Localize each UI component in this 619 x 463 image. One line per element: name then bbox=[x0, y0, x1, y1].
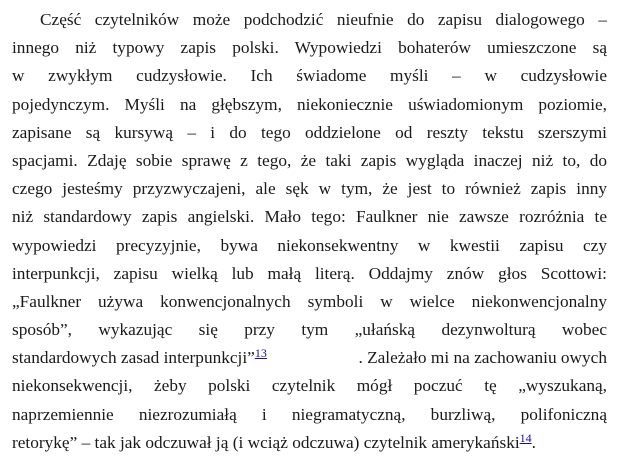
text-line: niekonsekwencji, żeby polski czytelnik mógł poczuć tę „wyszukaną, bbox=[12, 376, 607, 396]
text-line: interpunkcji, zapisu wielką lub małą literą. Oddajmy znów głos Scottowi: bbox=[12, 263, 607, 283]
text-line: wypowiedzi precyzyjnie, bywa niekonsekwentny w kwestii zapisu czy bbox=[12, 235, 607, 255]
text-line bbox=[12, 429, 607, 457]
text-line: innego niż typowy zapis polski. Wypowiedzi bohaterów umieszczone są bbox=[12, 38, 607, 58]
text-line: spacjami. Zdaję sobie sprawę z tego, że taki zapis wygląda inaczej niż to, do bbox=[12, 150, 607, 170]
line-text: retorykę” – tak jak odczuwał ją (i wciąż odczuwa) czytelnik amerykański bbox=[12, 432, 520, 452]
line-text: . Zależało mi na zachowaniu owych bbox=[358, 348, 607, 368]
text-line: naprzemiennie niezrozumiałą i niegramatyczną, burzliwą, polifoniczną bbox=[12, 404, 607, 424]
text-line: sposób”, wykazując się przy tym „ułańską dezynwolturą wobec bbox=[12, 320, 607, 340]
line-text: standardowych zasad interpunkcji” bbox=[12, 348, 255, 368]
text-line: w zwykłym cudzysłowie. Ich świadome myśli – w cudzysłowie bbox=[12, 66, 607, 86]
text-line: pojedynczym. Myśli na głębszym, niekoniecznie uświadomionym poziomie, bbox=[12, 94, 607, 114]
body-paragraph bbox=[12, 6, 607, 457]
text-line: Część czytelników może podchodzić nieufnie do zapisu dialogowego – bbox=[40, 10, 607, 29]
text-line: czego jesteśmy przyzwyczajeni, ale sęk w tym, że jest to również zapis inny bbox=[12, 179, 607, 199]
footnote-link-13[interactable]: 13 bbox=[254, 346, 267, 361]
text-line bbox=[12, 344, 607, 372]
text-line: „Faulkner używa konwencjonalnych symboli w wielce niekonwencjonalny bbox=[12, 291, 607, 311]
line-segment bbox=[12, 344, 267, 372]
footnote-link-14[interactable]: 14 bbox=[519, 430, 532, 445]
line-text: . bbox=[531, 432, 536, 452]
text-line: zapisane są kursywą – i do tego oddzielone od reszty tekstu szerszymi bbox=[12, 122, 607, 142]
text-line: niż standardowy zapis angielski. Mało tego: Faulkner nie zawsze rozróżnia te bbox=[12, 207, 607, 227]
